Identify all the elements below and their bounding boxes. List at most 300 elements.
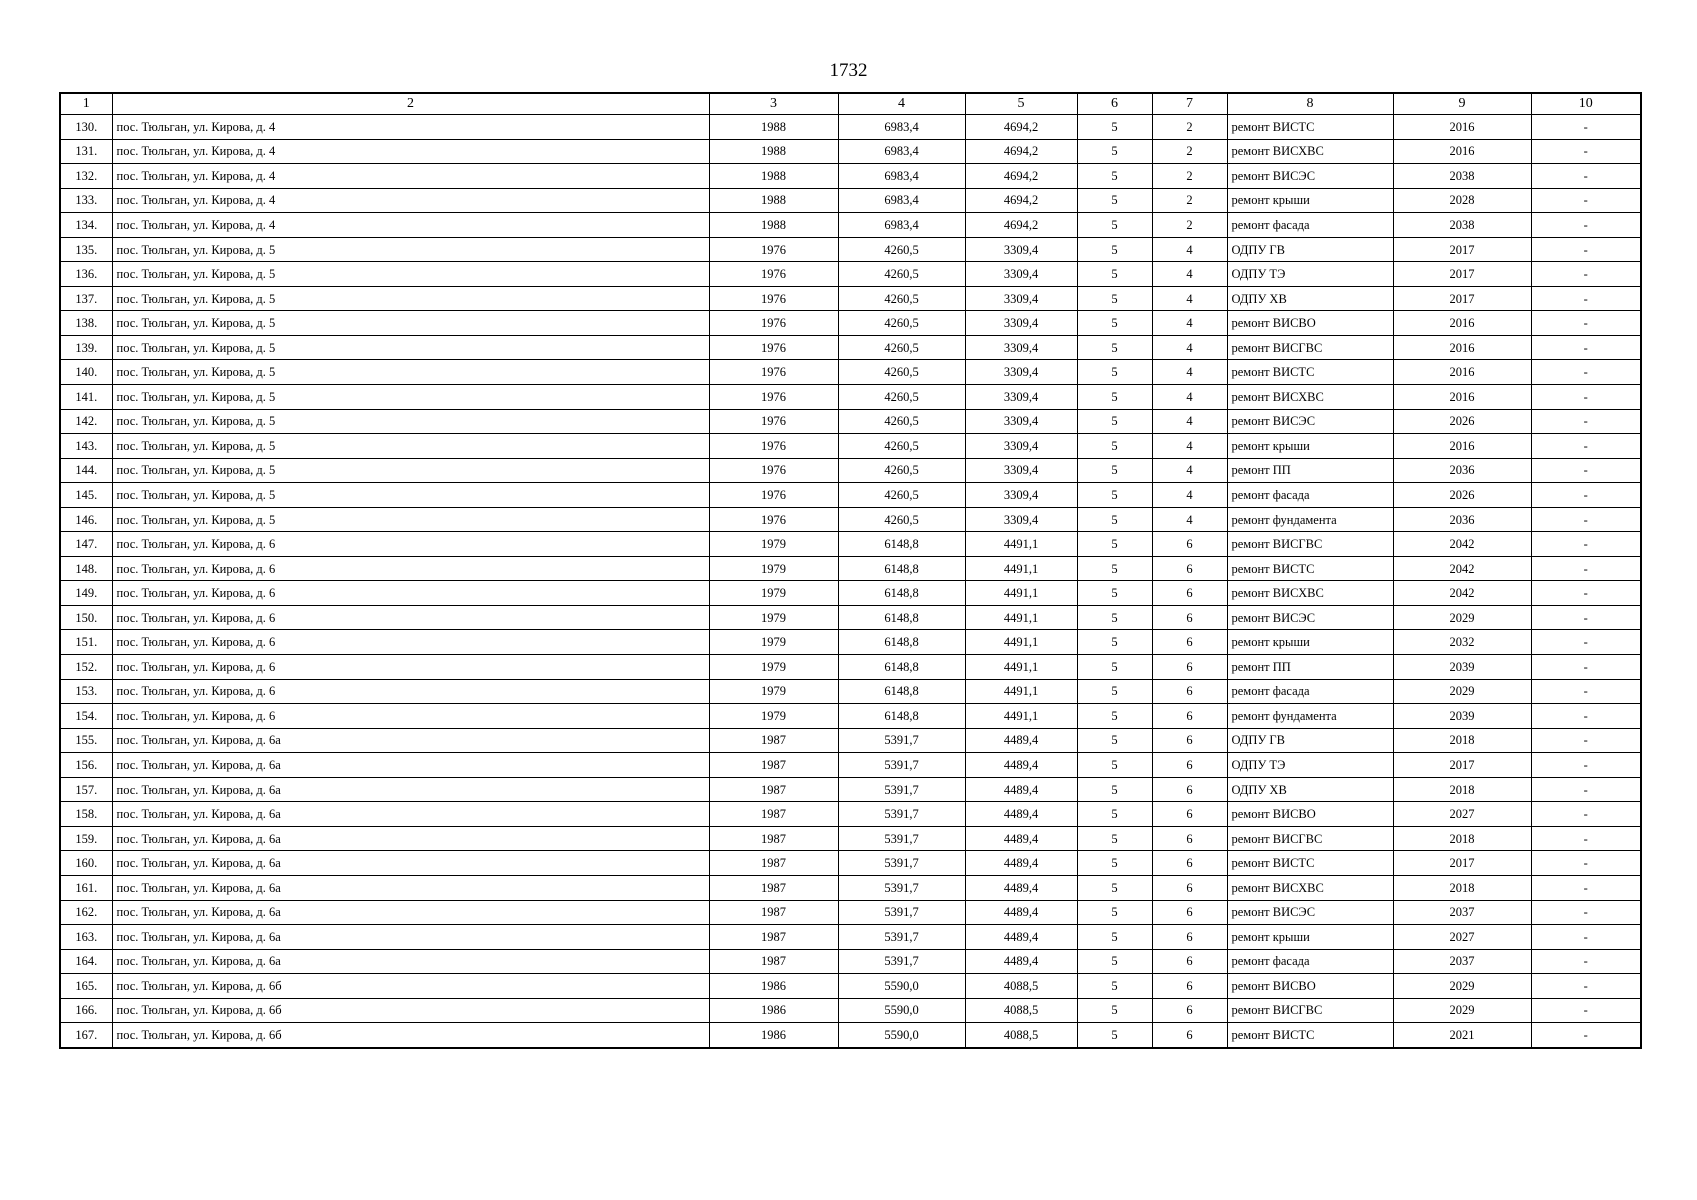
- living-area-cell: 3309,4: [965, 237, 1077, 262]
- total-area-cell: 6983,4: [838, 115, 965, 140]
- note-cell: -: [1531, 655, 1641, 680]
- floors-cell: 5: [1077, 704, 1152, 729]
- table-row: [60, 630, 1641, 655]
- table-row: [60, 728, 1641, 753]
- total-area-cell: 5391,7: [838, 728, 965, 753]
- table-row: [60, 164, 1641, 189]
- planned-year-cell: 2016: [1393, 115, 1531, 140]
- floors-cell: 5: [1077, 949, 1152, 974]
- page-number: 1732: [829, 60, 868, 81]
- table-row: [60, 802, 1641, 827]
- entrances-cell: 4: [1152, 507, 1227, 532]
- address-cell: пос. Тюльган, ул. Кирова, д. 6: [112, 532, 709, 557]
- total-area-cell: 6148,8: [838, 655, 965, 680]
- total-area-cell: 4260,5: [838, 409, 965, 434]
- planned-year-cell: 2016: [1393, 385, 1531, 410]
- address-cell: пос. Тюльган, ул. Кирова, д. 6б: [112, 998, 709, 1023]
- build-year-cell: 1976: [709, 286, 838, 311]
- row-number-cell: 147.: [60, 532, 112, 557]
- note-cell: -: [1531, 802, 1641, 827]
- row-number-cell: 167.: [60, 1023, 112, 1048]
- row-number-cell: 164.: [60, 949, 112, 974]
- address-cell: пос. Тюльган, ул. Кирова, д. 5: [112, 335, 709, 360]
- living-area-cell: 4489,4: [965, 925, 1077, 950]
- note-cell: -: [1531, 360, 1641, 385]
- build-year-cell: 1976: [709, 335, 838, 360]
- build-year-cell: 1986: [709, 1023, 838, 1048]
- work-type-cell: ремонт крыши: [1227, 630, 1393, 655]
- entrances-cell: 6: [1152, 802, 1227, 827]
- living-area-cell: 4489,4: [965, 875, 1077, 900]
- floors-cell: 5: [1077, 728, 1152, 753]
- total-area-cell: 4260,5: [838, 483, 965, 508]
- living-area-cell: 4491,1: [965, 655, 1077, 680]
- row-number-cell: 156.: [60, 753, 112, 778]
- living-area-cell: 3309,4: [965, 335, 1077, 360]
- floors-cell: 5: [1077, 556, 1152, 581]
- living-area-cell: 4489,4: [965, 949, 1077, 974]
- table-row: [60, 385, 1641, 410]
- row-number-cell: 158.: [60, 802, 112, 827]
- address-cell: пос. Тюльган, ул. Кирова, д. 6: [112, 679, 709, 704]
- address-cell: пос. Тюльган, ул. Кирова, д. 5: [112, 507, 709, 532]
- living-area-cell: 3309,4: [965, 507, 1077, 532]
- work-type-cell: ремонт ПП: [1227, 655, 1393, 680]
- floors-cell: 5: [1077, 139, 1152, 164]
- row-number-cell: 155.: [60, 728, 112, 753]
- note-cell: -: [1531, 409, 1641, 434]
- address-cell: пос. Тюльган, ул. Кирова, д. 4: [112, 164, 709, 189]
- address-cell: пос. Тюльган, ул. Кирова, д. 6б: [112, 1023, 709, 1048]
- entrances-cell: 4: [1152, 335, 1227, 360]
- address-cell: пос. Тюльган, ул. Кирова, д. 5: [112, 483, 709, 508]
- row-number-cell: 149.: [60, 581, 112, 606]
- address-cell: пос. Тюльган, ул. Кирова, д. 4: [112, 139, 709, 164]
- build-year-cell: 1988: [709, 213, 838, 238]
- entrances-cell: 6: [1152, 704, 1227, 729]
- address-cell: пос. Тюльган, ул. Кирова, д. 6а: [112, 826, 709, 851]
- living-area-cell: 4088,5: [965, 998, 1077, 1023]
- row-number-cell: 161.: [60, 875, 112, 900]
- note-cell: -: [1531, 728, 1641, 753]
- note-cell: -: [1531, 385, 1641, 410]
- column-header: 9: [1393, 93, 1531, 115]
- living-area-cell: 4489,4: [965, 728, 1077, 753]
- work-type-cell: ремонт ВИСГВС: [1227, 335, 1393, 360]
- floors-cell: 5: [1077, 826, 1152, 851]
- note-cell: -: [1531, 851, 1641, 876]
- build-year-cell: 1987: [709, 875, 838, 900]
- entrances-cell: 6: [1152, 974, 1227, 999]
- row-number-cell: 166.: [60, 998, 112, 1023]
- build-year-cell: 1976: [709, 458, 838, 483]
- address-cell: пос. Тюльган, ул. Кирова, д. 6а: [112, 900, 709, 925]
- table-row: [60, 139, 1641, 164]
- total-area-cell: 5391,7: [838, 851, 965, 876]
- total-area-cell: 4260,5: [838, 335, 965, 360]
- entrances-cell: 6: [1152, 851, 1227, 876]
- living-area-cell: 4491,1: [965, 605, 1077, 630]
- work-type-cell: ремонт ВИСЭС: [1227, 900, 1393, 925]
- table-row: [60, 556, 1641, 581]
- note-cell: -: [1531, 556, 1641, 581]
- build-year-cell: 1979: [709, 605, 838, 630]
- table-row: [60, 900, 1641, 925]
- build-year-cell: 1987: [709, 925, 838, 950]
- work-type-cell: ремонт фундамента: [1227, 704, 1393, 729]
- row-number-cell: 135.: [60, 237, 112, 262]
- table-row: [60, 532, 1641, 557]
- work-type-cell: ремонт крыши: [1227, 188, 1393, 213]
- work-type-cell: ремонт ВИСГВС: [1227, 998, 1393, 1023]
- entrances-cell: 6: [1152, 900, 1227, 925]
- living-area-cell: 4088,5: [965, 1023, 1077, 1048]
- entrances-cell: 2: [1152, 139, 1227, 164]
- work-type-cell: ремонт фасада: [1227, 679, 1393, 704]
- floors-cell: 5: [1077, 115, 1152, 140]
- table-row: [60, 262, 1641, 287]
- floors-cell: 5: [1077, 974, 1152, 999]
- total-area-cell: 5391,7: [838, 875, 965, 900]
- column-header: 7: [1152, 93, 1227, 115]
- column-number-header-row: [60, 93, 1641, 115]
- planned-year-cell: 2028: [1393, 188, 1531, 213]
- row-number-cell: 159.: [60, 826, 112, 851]
- address-cell: пос. Тюльган, ул. Кирова, д. 5: [112, 237, 709, 262]
- total-area-cell: 5590,0: [838, 974, 965, 999]
- note-cell: -: [1531, 458, 1641, 483]
- work-type-cell: ОДПУ ГВ: [1227, 728, 1393, 753]
- planned-year-cell: 2016: [1393, 335, 1531, 360]
- total-area-cell: 5391,7: [838, 802, 965, 827]
- work-type-cell: ремонт ПП: [1227, 458, 1393, 483]
- total-area-cell: 6148,8: [838, 679, 965, 704]
- table-row: [60, 409, 1641, 434]
- work-type-cell: ОДПУ ГВ: [1227, 237, 1393, 262]
- planned-year-cell: 2027: [1393, 925, 1531, 950]
- row-number-cell: 140.: [60, 360, 112, 385]
- row-number-cell: 133.: [60, 188, 112, 213]
- entrances-cell: 6: [1152, 949, 1227, 974]
- address-cell: пос. Тюльган, ул. Кирова, д. 5: [112, 360, 709, 385]
- planned-year-cell: 2037: [1393, 900, 1531, 925]
- column-header: 3: [709, 93, 838, 115]
- planned-year-cell: 2016: [1393, 434, 1531, 459]
- work-type-cell: ремонт ВИСТС: [1227, 851, 1393, 876]
- address-cell: пос. Тюльган, ул. Кирова, д. 6: [112, 655, 709, 680]
- floors-cell: 5: [1077, 213, 1152, 238]
- note-cell: -: [1531, 630, 1641, 655]
- address-cell: пос. Тюльган, ул. Кирова, д. 5: [112, 286, 709, 311]
- floors-cell: 5: [1077, 655, 1152, 680]
- row-number-cell: 137.: [60, 286, 112, 311]
- planned-year-cell: 2021: [1393, 1023, 1531, 1048]
- total-area-cell: 5391,7: [838, 753, 965, 778]
- planned-year-cell: 2038: [1393, 213, 1531, 238]
- living-area-cell: 4489,4: [965, 753, 1077, 778]
- table-row: [60, 875, 1641, 900]
- entrances-cell: 4: [1152, 262, 1227, 287]
- build-year-cell: 1976: [709, 483, 838, 508]
- living-area-cell: 3309,4: [965, 483, 1077, 508]
- living-area-cell: 3309,4: [965, 311, 1077, 336]
- build-year-cell: 1987: [709, 826, 838, 851]
- total-area-cell: 4260,5: [838, 237, 965, 262]
- work-type-cell: ОДПУ ХВ: [1227, 777, 1393, 802]
- planned-year-cell: 2017: [1393, 753, 1531, 778]
- row-number-cell: 150.: [60, 605, 112, 630]
- table-row: [60, 777, 1641, 802]
- note-cell: -: [1531, 335, 1641, 360]
- work-type-cell: ремонт ВИСЭС: [1227, 164, 1393, 189]
- work-type-cell: ремонт ВИСЭС: [1227, 605, 1393, 630]
- build-year-cell: 1987: [709, 851, 838, 876]
- build-year-cell: 1987: [709, 777, 838, 802]
- column-header: 6: [1077, 93, 1152, 115]
- table-row: [60, 434, 1641, 459]
- address-cell: пос. Тюльган, ул. Кирова, д. 6а: [112, 925, 709, 950]
- planned-year-cell: 2017: [1393, 262, 1531, 287]
- build-year-cell: 1979: [709, 630, 838, 655]
- total-area-cell: 4260,5: [838, 507, 965, 532]
- note-cell: -: [1531, 115, 1641, 140]
- table-row: [60, 213, 1641, 238]
- planned-year-cell: 2029: [1393, 605, 1531, 630]
- entrances-cell: 6: [1152, 556, 1227, 581]
- address-cell: пос. Тюльган, ул. Кирова, д. 6: [112, 581, 709, 606]
- column-header: 4: [838, 93, 965, 115]
- entrances-cell: 6: [1152, 605, 1227, 630]
- total-area-cell: 6148,8: [838, 630, 965, 655]
- note-cell: -: [1531, 507, 1641, 532]
- entrances-cell: 4: [1152, 409, 1227, 434]
- total-area-cell: 5391,7: [838, 826, 965, 851]
- address-cell: пос. Тюльган, ул. Кирова, д. 5: [112, 458, 709, 483]
- living-area-cell: 4694,2: [965, 164, 1077, 189]
- living-area-cell: 4694,2: [965, 115, 1077, 140]
- row-number-cell: 144.: [60, 458, 112, 483]
- living-area-cell: 4491,1: [965, 532, 1077, 557]
- floors-cell: 5: [1077, 605, 1152, 630]
- total-area-cell: 6148,8: [838, 556, 965, 581]
- column-header: 2: [112, 93, 709, 115]
- entrances-cell: 6: [1152, 581, 1227, 606]
- living-area-cell: 4489,4: [965, 900, 1077, 925]
- planned-year-cell: 2042: [1393, 532, 1531, 557]
- floors-cell: 5: [1077, 458, 1152, 483]
- total-area-cell: 6148,8: [838, 581, 965, 606]
- total-area-cell: 4260,5: [838, 286, 965, 311]
- row-number-cell: 154.: [60, 704, 112, 729]
- planned-year-cell: 2017: [1393, 851, 1531, 876]
- living-area-cell: 4088,5: [965, 974, 1077, 999]
- note-cell: -: [1531, 875, 1641, 900]
- total-area-cell: 5391,7: [838, 949, 965, 974]
- entrances-cell: 4: [1152, 434, 1227, 459]
- address-cell: пос. Тюльган, ул. Кирова, д. 5: [112, 262, 709, 287]
- total-area-cell: 4260,5: [838, 360, 965, 385]
- total-area-cell: 4260,5: [838, 458, 965, 483]
- floors-cell: 5: [1077, 237, 1152, 262]
- build-year-cell: 1979: [709, 679, 838, 704]
- living-area-cell: 4491,1: [965, 679, 1077, 704]
- work-type-cell: ремонт ВИСВО: [1227, 311, 1393, 336]
- table-row: [60, 851, 1641, 876]
- note-cell: -: [1531, 213, 1641, 238]
- living-area-cell: 3309,4: [965, 458, 1077, 483]
- planned-year-cell: 2027: [1393, 802, 1531, 827]
- note-cell: -: [1531, 581, 1641, 606]
- table-row: [60, 335, 1641, 360]
- floors-cell: 5: [1077, 851, 1152, 876]
- note-cell: -: [1531, 262, 1641, 287]
- floors-cell: 5: [1077, 1023, 1152, 1048]
- planned-year-cell: 2039: [1393, 655, 1531, 680]
- table-row: [60, 605, 1641, 630]
- work-type-cell: ремонт ВИСТС: [1227, 1023, 1393, 1048]
- work-type-cell: ремонт фасада: [1227, 483, 1393, 508]
- build-year-cell: 1987: [709, 949, 838, 974]
- row-number-cell: 130.: [60, 115, 112, 140]
- floors-cell: 5: [1077, 630, 1152, 655]
- floors-cell: 5: [1077, 777, 1152, 802]
- column-header: 8: [1227, 93, 1393, 115]
- entrances-cell: 2: [1152, 213, 1227, 238]
- note-cell: -: [1531, 1023, 1641, 1048]
- row-number-cell: 153.: [60, 679, 112, 704]
- note-cell: -: [1531, 949, 1641, 974]
- row-number-cell: 152.: [60, 655, 112, 680]
- entrances-cell: 4: [1152, 237, 1227, 262]
- entrances-cell: 4: [1152, 458, 1227, 483]
- living-area-cell: 4489,4: [965, 777, 1077, 802]
- floors-cell: 5: [1077, 188, 1152, 213]
- address-cell: пос. Тюльган, ул. Кирова, д. 6: [112, 556, 709, 581]
- total-area-cell: 6983,4: [838, 188, 965, 213]
- housing-repair-table: [59, 92, 1642, 1049]
- address-cell: пос. Тюльган, ул. Кирова, д. 4: [112, 115, 709, 140]
- entrances-cell: 6: [1152, 777, 1227, 802]
- table-row: [60, 1023, 1641, 1048]
- column-header: 5: [965, 93, 1077, 115]
- column-header: 1: [60, 93, 112, 115]
- row-number-cell: 146.: [60, 507, 112, 532]
- address-cell: пос. Тюльган, ул. Кирова, д. 4: [112, 213, 709, 238]
- planned-year-cell: 2016: [1393, 311, 1531, 336]
- floors-cell: 5: [1077, 385, 1152, 410]
- table-row: [60, 826, 1641, 851]
- work-type-cell: ремонт ВИСХВС: [1227, 875, 1393, 900]
- row-number-cell: 142.: [60, 409, 112, 434]
- work-type-cell: ОДПУ ТЭ: [1227, 262, 1393, 287]
- row-number-cell: 134.: [60, 213, 112, 238]
- build-year-cell: 1979: [709, 704, 838, 729]
- work-type-cell: ремонт ВИСТС: [1227, 556, 1393, 581]
- build-year-cell: 1987: [709, 802, 838, 827]
- table-row: [60, 483, 1641, 508]
- living-area-cell: 3309,4: [965, 286, 1077, 311]
- living-area-cell: 3309,4: [965, 409, 1077, 434]
- planned-year-cell: 2039: [1393, 704, 1531, 729]
- entrances-cell: 4: [1152, 286, 1227, 311]
- entrances-cell: 6: [1152, 655, 1227, 680]
- floors-cell: 5: [1077, 802, 1152, 827]
- entrances-cell: 2: [1152, 188, 1227, 213]
- row-number-cell: 157.: [60, 777, 112, 802]
- living-area-cell: 4491,1: [965, 581, 1077, 606]
- entrances-cell: 6: [1152, 630, 1227, 655]
- row-number-cell: 139.: [60, 335, 112, 360]
- work-type-cell: ремонт ВИСТС: [1227, 360, 1393, 385]
- build-year-cell: 1988: [709, 188, 838, 213]
- planned-year-cell: 2029: [1393, 998, 1531, 1023]
- entrances-cell: 6: [1152, 1023, 1227, 1048]
- row-number-cell: 141.: [60, 385, 112, 410]
- floors-cell: 5: [1077, 164, 1152, 189]
- planned-year-cell: 2029: [1393, 974, 1531, 999]
- floors-cell: 5: [1077, 335, 1152, 360]
- note-cell: -: [1531, 434, 1641, 459]
- living-area-cell: 3309,4: [965, 262, 1077, 287]
- planned-year-cell: 2016: [1393, 360, 1531, 385]
- floors-cell: 5: [1077, 900, 1152, 925]
- planned-year-cell: 2026: [1393, 409, 1531, 434]
- living-area-cell: 4491,1: [965, 630, 1077, 655]
- entrances-cell: 6: [1152, 826, 1227, 851]
- build-year-cell: 1986: [709, 974, 838, 999]
- total-area-cell: 6983,4: [838, 164, 965, 189]
- build-year-cell: 1987: [709, 753, 838, 778]
- floors-cell: 5: [1077, 483, 1152, 508]
- planned-year-cell: 2018: [1393, 777, 1531, 802]
- floors-cell: 5: [1077, 581, 1152, 606]
- note-cell: -: [1531, 704, 1641, 729]
- note-cell: -: [1531, 679, 1641, 704]
- work-type-cell: ремонт ВИСХВС: [1227, 139, 1393, 164]
- planned-year-cell: 2017: [1393, 286, 1531, 311]
- row-number-cell: 163.: [60, 925, 112, 950]
- entrances-cell: 6: [1152, 875, 1227, 900]
- build-year-cell: 1976: [709, 360, 838, 385]
- row-number-cell: 136.: [60, 262, 112, 287]
- entrances-cell: 6: [1152, 925, 1227, 950]
- floors-cell: 5: [1077, 409, 1152, 434]
- build-year-cell: 1976: [709, 262, 838, 287]
- planned-year-cell: 2036: [1393, 507, 1531, 532]
- work-type-cell: ремонт ВИСТС: [1227, 115, 1393, 140]
- living-area-cell: 4694,2: [965, 188, 1077, 213]
- floors-cell: 5: [1077, 875, 1152, 900]
- note-cell: -: [1531, 826, 1641, 851]
- build-year-cell: 1986: [709, 998, 838, 1023]
- total-area-cell: 4260,5: [838, 311, 965, 336]
- entrances-cell: 6: [1152, 679, 1227, 704]
- work-type-cell: ремонт ВИСГВС: [1227, 532, 1393, 557]
- note-cell: -: [1531, 483, 1641, 508]
- table-row: [60, 998, 1641, 1023]
- table-row: [60, 115, 1641, 140]
- address-cell: пос. Тюльган, ул. Кирова, д. 6а: [112, 728, 709, 753]
- entrances-cell: 2: [1152, 115, 1227, 140]
- floors-cell: 5: [1077, 360, 1152, 385]
- row-number-cell: 132.: [60, 164, 112, 189]
- floors-cell: 5: [1077, 507, 1152, 532]
- address-cell: пос. Тюльган, ул. Кирова, д. 6а: [112, 777, 709, 802]
- table-body: [60, 115, 1641, 1048]
- address-cell: пос. Тюльган, ул. Кирова, д. 5: [112, 311, 709, 336]
- total-area-cell: 5590,0: [838, 1023, 965, 1048]
- floors-cell: 5: [1077, 925, 1152, 950]
